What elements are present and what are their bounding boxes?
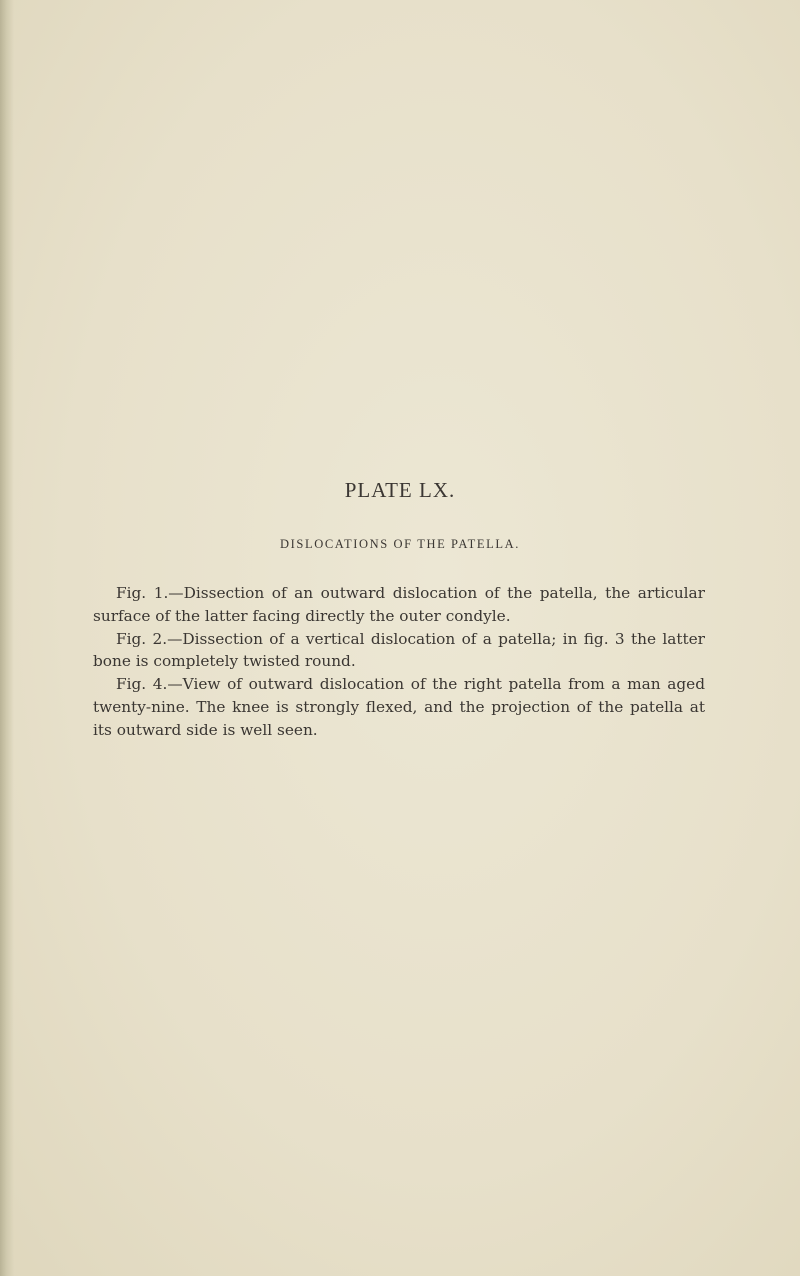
caption-fig-4: Fig. 4.—View of outward dislocation of the right patella from a man aged twenty-nine. The knee is strongly flexed, and the projection of the patella at its outward side is well seen.: [93, 675, 705, 739]
plate-subtitle: DISLOCATIONS OF THE PATELLA.: [280, 537, 520, 551]
figure-captions: [93, 582, 705, 742]
plate-title: PLATE LX.: [344, 478, 456, 502]
caption-fig-1: Fig. 1.—Dissection of an outward dislocation of the patella, the articular surface of the latter facing directly the outer condyle.: [93, 584, 705, 625]
caption-fig-2: Fig. 2.—Dissection of a vertical dislocation of a patella; in fig. 3 the latter bone is completely twisted round.: [93, 629, 705, 671]
page-binding-edge: [0, 0, 14, 1276]
